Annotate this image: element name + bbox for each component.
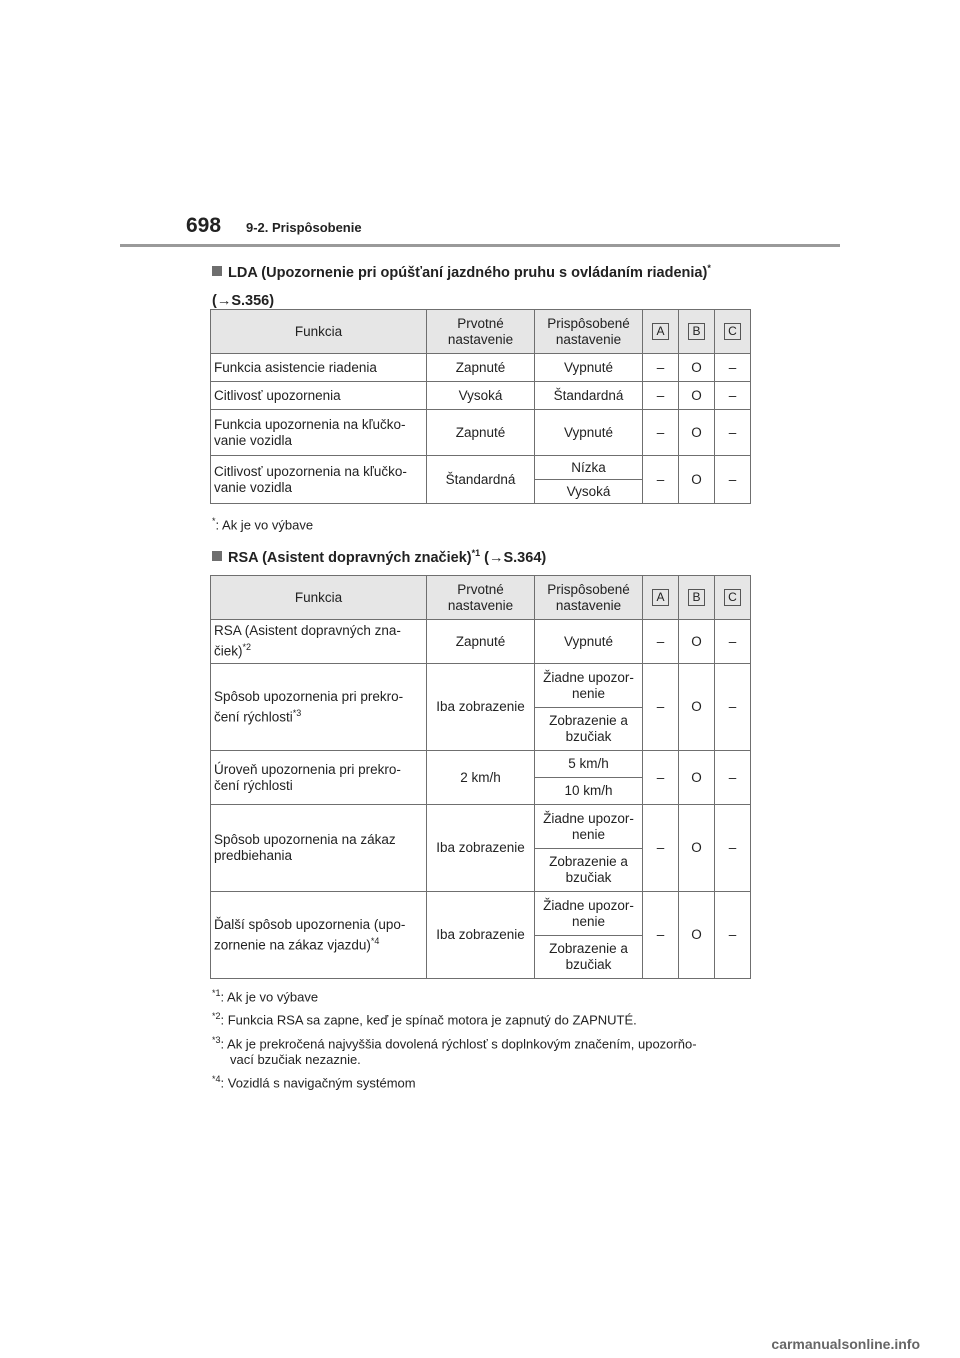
lda-title: LDA (Upozornenie pri opúšťaní jazdného pruhu s ovládaním riadenia) xyxy=(228,264,708,281)
table-row: 10 km/h xyxy=(211,778,751,805)
lda-heading xyxy=(212,258,711,311)
col-a: A xyxy=(643,576,679,620)
col-a: A xyxy=(643,310,679,354)
header-rule xyxy=(120,244,840,247)
col-custom: Prispôsobené nastavenie xyxy=(535,576,643,620)
table-row: Spôsob upozornenia pri prekro-čení rýchlosti$^{*3}$ Iba zobrazenie Žiadne upozor-nenie – O – xyxy=(211,664,751,708)
square-bullet-icon xyxy=(212,266,222,276)
table-row: RSA (Asistent dopravných zna-čiek)$^{*2}$ Zapnuté Vypnuté – O – xyxy=(211,620,751,664)
col-default: Prvotné nastavenie xyxy=(427,576,535,620)
footnote: $^{*2}$: Funkcia RSA sa zapne, keď je spínač motora je zapnutý do ZAPNUTÉ. xyxy=(212,1011,637,1028)
square-bullet-icon xyxy=(212,551,222,561)
table-row: Úroveň upozornenia pri prekro-čení rýchlosti 2 km/h 5 km/h – O – xyxy=(211,751,751,778)
rsa-title: RSA (Asistent dopravných značiek) xyxy=(228,549,472,566)
table-header-row xyxy=(211,310,751,354)
table-row: Citlivosť upozornenia na kľučko-vanie vozidla Štandardná Nízka – O – xyxy=(211,456,751,480)
table-row: Zobrazenie a bzučiak xyxy=(211,708,751,751)
col-custom: Prispôsobené nastavenie xyxy=(535,310,643,354)
col-c: C xyxy=(715,576,751,620)
col-function: Funkcia xyxy=(211,576,427,620)
rsa-footnotes xyxy=(212,985,697,1091)
col-b: B xyxy=(679,576,715,620)
watermark: carmanualsonline.info xyxy=(771,1336,920,1352)
table-row: Vysoká xyxy=(211,480,751,504)
footnote: $^{*1}$: Ak je vo výbave xyxy=(212,988,319,1005)
rsa-heading xyxy=(212,543,546,568)
table-row: Ďalší spôsob upozornenia (upo-zornenie na zákaz vjazdu)$^{*4}$ Iba zobrazenie Žiadne upozor-nenie – O – xyxy=(211,892,751,936)
lda-title-mark: * xyxy=(707,263,711,273)
table-header-row xyxy=(211,576,751,620)
table-row: Zobrazenie a bzučiak xyxy=(211,936,751,979)
lda-footnote: *: Ak je vo výbave xyxy=(212,516,314,533)
lda-ref: (→S.356) xyxy=(212,292,275,309)
col-c: C xyxy=(715,310,751,354)
table-row: Funkcia upozornenia na kľučko-vanie vozidla Zapnuté Vypnuté – O – xyxy=(211,410,751,456)
footnote: $^{*3}$: Ak je prekročená najvyššia dovolená rýchlosť s doplnkovým značením, upozorňo- vací bzučiak nezaznie. xyxy=(212,1034,697,1067)
table-row: Spôsob upozornenia na zákaz predbiehania Iba zobrazenie Žiadne upozor-nenie – O – xyxy=(211,805,751,849)
col-b: B xyxy=(679,310,715,354)
rsa-table xyxy=(210,575,751,979)
col-default: Prvotné nastavenie xyxy=(427,310,535,354)
lda-table xyxy=(210,309,751,504)
page-number: 698 xyxy=(186,214,222,237)
table-row: Funkcia asistencie riadenia Zapnuté Vypnuté – O – xyxy=(211,354,751,382)
table-row: Citlivosť upozornenia Vysoká Štandardná – O – xyxy=(211,382,751,410)
footnote: $^{*4}$: Vozidlá s navigačným systémom xyxy=(212,1073,416,1091)
col-function: Funkcia xyxy=(211,310,427,354)
rsa-ref: (→S.364) xyxy=(484,549,547,566)
table-row: Zobrazenie a bzučiak xyxy=(211,849,751,892)
section-title: 9-2. Prispôsobenie xyxy=(246,220,362,235)
rsa-title-mark: *1 xyxy=(471,548,481,558)
